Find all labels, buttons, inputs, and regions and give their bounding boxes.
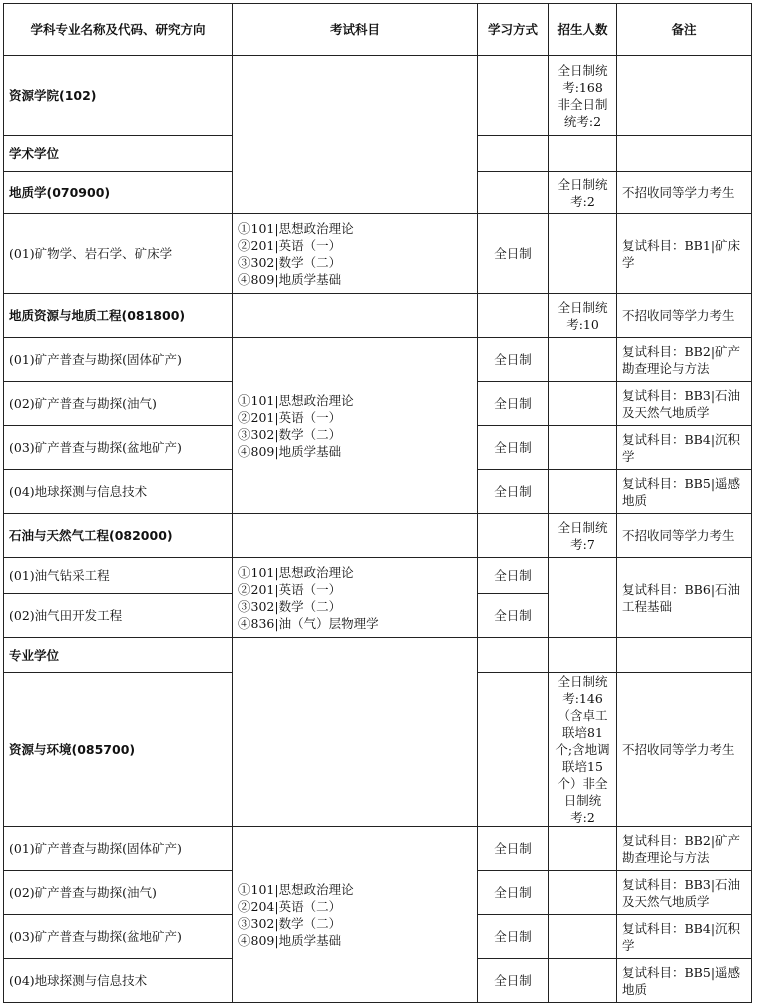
mode-cell-empty — [478, 673, 549, 827]
geores-direction-2: (02)矿产普查与勘探(油气) — [4, 382, 233, 426]
note-cell-empty — [617, 56, 752, 136]
retest-note: 复试科目：BB4|沉积学 — [617, 915, 752, 959]
geology-enroll: 全日制统考:2 — [549, 172, 617, 214]
header-exams: 考试科目 — [233, 4, 478, 56]
exam-subject: ③302|数学（二） — [238, 426, 342, 442]
exam-subject: ①101|思想政治理论 — [238, 220, 354, 236]
mode-cell-empty — [478, 136, 549, 172]
section-academic: 学术学位 — [4, 136, 233, 172]
mode-cell-empty — [478, 172, 549, 214]
enroll-cell-empty — [549, 638, 617, 673]
petro-direction-2: (02)油气田开发工程 — [4, 594, 233, 638]
enroll-cell-empty — [549, 915, 617, 959]
retest-note: 复试科目：BB2|矿产勘查理论与方法 — [617, 338, 752, 382]
mode-cell-empty — [478, 56, 549, 136]
study-mode: 全日制 — [478, 558, 549, 594]
table-row — [4, 56, 752, 136]
enroll-cell-empty — [549, 871, 617, 915]
header-notes: 备注 — [617, 4, 752, 56]
exam-subject: ③302|数学（二） — [238, 598, 342, 614]
enroll-cell-empty — [549, 136, 617, 172]
resenv-direction-3: (03)矿产普查与勘探(盆地矿产) — [4, 915, 233, 959]
exams-cell-empty — [233, 638, 478, 827]
study-mode: 全日制 — [478, 594, 549, 638]
enroll-cell-empty — [549, 214, 617, 294]
retest-note: 复试科目：BB3|石油及天然气地质学 — [617, 382, 752, 426]
exam-subject: ①101|思想政治理论 — [238, 392, 354, 408]
exam-subjects — [233, 558, 478, 638]
enroll-cell-empty — [549, 558, 617, 638]
geores-note: 不招收同等学力考生 — [617, 294, 752, 338]
exam-subject: ①101|思想政治理论 — [238, 881, 354, 897]
resenv-direction-4: (04)地球探测与信息技术 — [4, 959, 233, 1003]
retest-note: 复试科目：BB5|遥感地质 — [617, 470, 752, 514]
mode-cell-empty — [478, 638, 549, 673]
resenv-direction-2: (02)矿产普查与勘探(油气) — [4, 871, 233, 915]
enroll-cell-empty — [549, 470, 617, 514]
table-row — [4, 294, 752, 338]
section-professional: 专业学位 — [4, 638, 233, 673]
table-row — [4, 827, 752, 871]
table-row — [4, 558, 752, 594]
retest-note: 复试科目：BB4|沉积学 — [617, 426, 752, 470]
exam-subject: ④809|地质学基础 — [238, 443, 342, 459]
geores-direction-3: (03)矿产普查与勘探(盆地矿产) — [4, 426, 233, 470]
exams-cell-empty — [233, 514, 478, 558]
major-geology: 地质学(070900) — [4, 172, 233, 214]
table-row — [4, 514, 752, 558]
exam-subject: ②204|英语（二） — [238, 898, 342, 914]
petro-enroll: 全日制统考:7 — [549, 514, 617, 558]
study-mode: 全日制 — [478, 382, 549, 426]
study-mode: 全日制 — [478, 470, 549, 514]
exam-subject: ②201|英语（一） — [238, 237, 342, 253]
exam-subject: ④836|油（气）层物理学 — [238, 615, 379, 631]
study-mode: 全日制 — [478, 871, 549, 915]
exam-subject: ④809|地质学基础 — [238, 271, 342, 287]
exams-cell-empty — [233, 56, 478, 214]
exam-subjects — [233, 338, 478, 514]
mode-cell-empty — [478, 514, 549, 558]
admissions-table — [3, 3, 752, 1003]
enroll-cell-empty — [549, 827, 617, 871]
exam-subjects — [233, 214, 478, 294]
geores-direction-4: (04)地球探测与信息技术 — [4, 470, 233, 514]
retest-note: 复试科目：BB6|石油工程基础 — [617, 558, 752, 638]
note-cell-empty — [617, 638, 752, 673]
school-name: 资源学院(102) — [4, 56, 233, 136]
enroll-cell-empty — [549, 338, 617, 382]
study-mode: 全日制 — [478, 338, 549, 382]
exam-subject: ③302|数学（二） — [238, 915, 342, 931]
enroll-cell-empty — [549, 959, 617, 1003]
enroll-cell-empty — [549, 426, 617, 470]
geology-note: 不招收同等学力考生 — [617, 172, 752, 214]
major-petro: 石油与天然气工程(082000) — [4, 514, 233, 558]
table-row — [4, 214, 752, 294]
school-enroll: 全日制统考:168 非全日制统考:2 — [549, 56, 617, 136]
major-geores: 地质资源与地质工程(081800) — [4, 294, 233, 338]
resenv-enroll: 全日制统考:146（含卓工联培81个;含地调联培15个）非全日制统考:2 — [549, 673, 617, 827]
geores-enroll: 全日制统考:10 — [549, 294, 617, 338]
exams-cell-empty — [233, 294, 478, 338]
note-cell-empty — [617, 136, 752, 172]
study-mode: 全日制 — [478, 426, 549, 470]
exam-subject: ①101|思想政治理论 — [238, 564, 354, 580]
retest-note: 复试科目：BB2|矿产勘查理论与方法 — [617, 827, 752, 871]
header-row — [4, 4, 752, 56]
table-row — [4, 338, 752, 382]
exam-subject: ②201|英语（一） — [238, 409, 342, 425]
header-enroll: 招生人数 — [549, 4, 617, 56]
study-mode: 全日制 — [478, 827, 549, 871]
exam-subject: ④809|地质学基础 — [238, 932, 342, 948]
mode-cell-empty — [478, 294, 549, 338]
retest-note: 复试科目：BB1|矿床学 — [617, 214, 752, 294]
study-mode: 全日制 — [478, 915, 549, 959]
enroll-cell-empty — [549, 382, 617, 426]
petro-direction-1: (01)油气钻采工程 — [4, 558, 233, 594]
exam-subjects — [233, 827, 478, 1003]
header-major: 学科专业名称及代码、研究方向 — [4, 4, 233, 56]
exam-subject: ②201|英语（一） — [238, 581, 342, 597]
retest-note: 复试科目：BB5|遥感地质 — [617, 959, 752, 1003]
resenv-note: 不招收同等学力考生 — [617, 673, 752, 827]
study-mode: 全日制 — [478, 214, 549, 294]
table-row — [4, 638, 752, 673]
exam-subject: ③302|数学（二） — [238, 254, 342, 270]
major-resenv: 资源与环境(085700) — [4, 673, 233, 827]
resenv-direction-1: (01)矿产普查与勘探(固体矿产) — [4, 827, 233, 871]
geores-direction-1: (01)矿产普查与勘探(固体矿产) — [4, 338, 233, 382]
study-mode: 全日制 — [478, 959, 549, 1003]
retest-note: 复试科目：BB3|石油及天然气地质学 — [617, 871, 752, 915]
petro-note: 不招收同等学力考生 — [617, 514, 752, 558]
header-mode: 学习方式 — [478, 4, 549, 56]
geology-direction-1: (01)矿物学、岩石学、矿床学 — [4, 214, 233, 294]
